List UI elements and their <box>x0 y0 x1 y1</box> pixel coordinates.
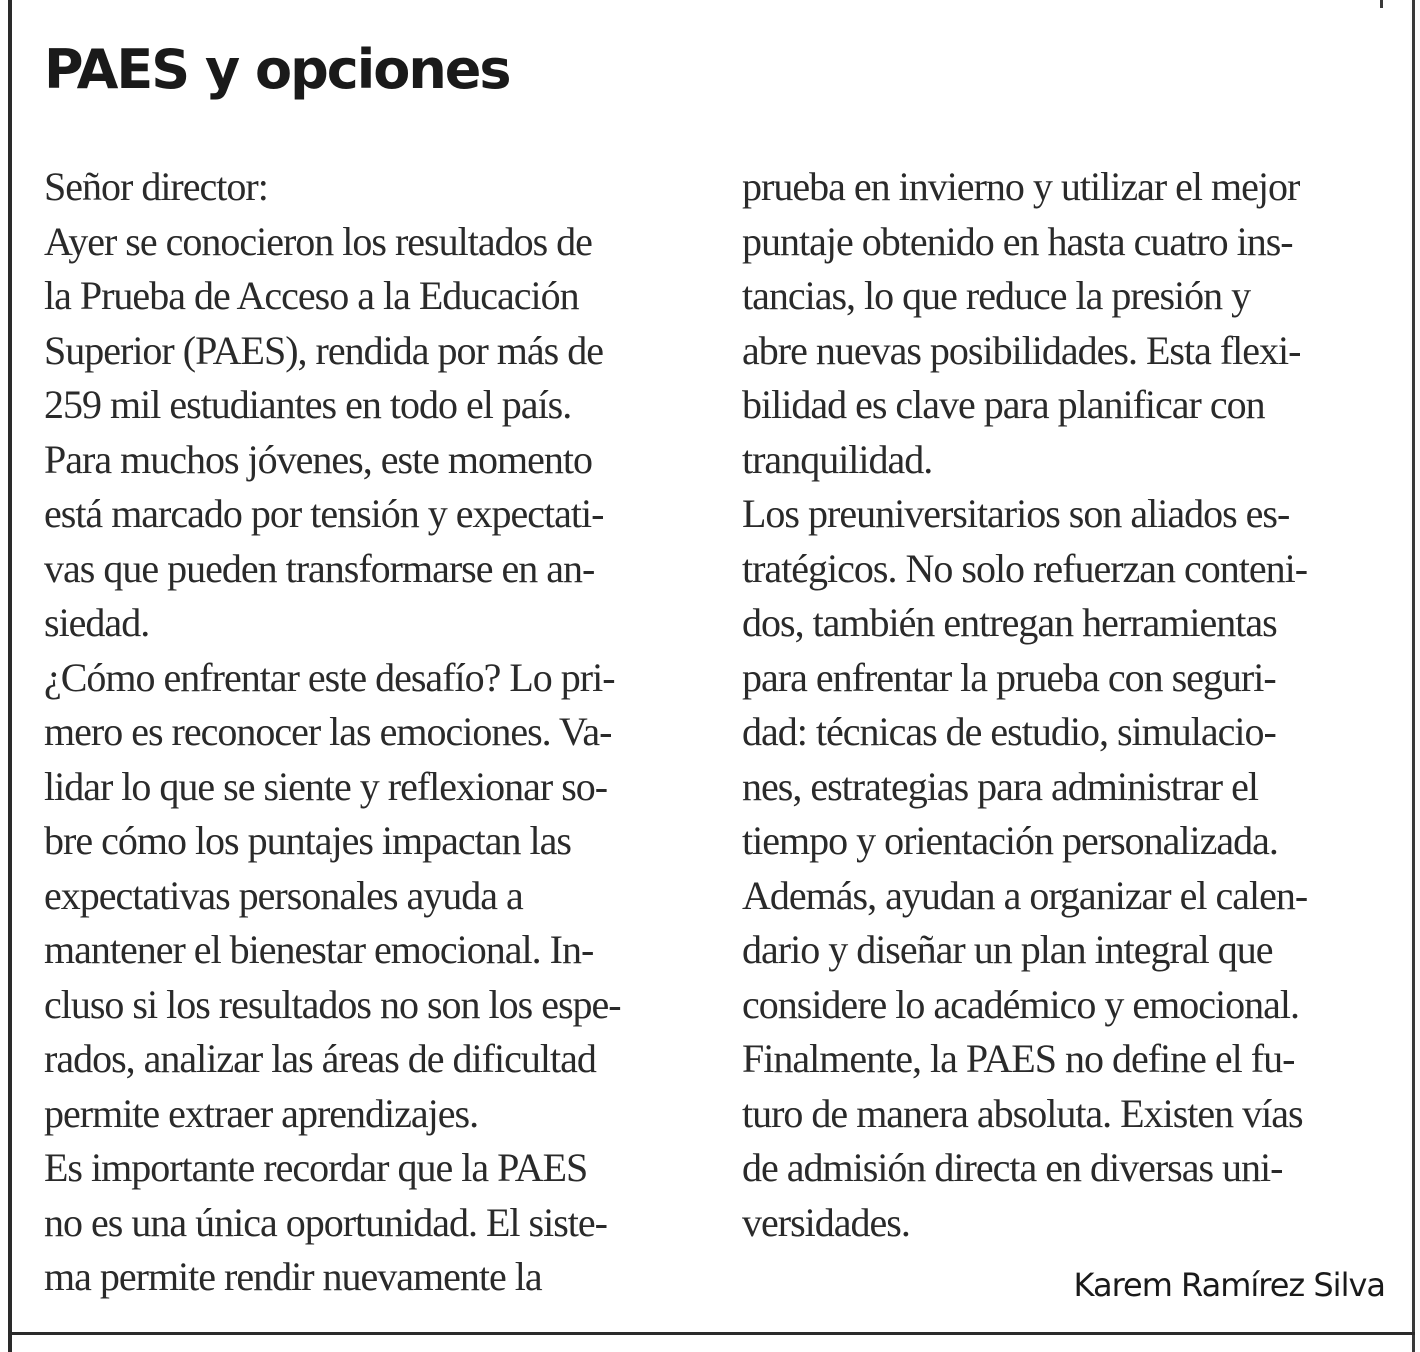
text-line: Señor director: <box>44 164 268 209</box>
text-line: bilidad es clave para planificar con <box>742 382 1265 427</box>
text-column-left <box>44 160 684 1305</box>
text-line: cluso si los resultados no son los espe- <box>44 981 621 1027</box>
text-line: Es importante recordar que la PAES <box>44 1145 588 1190</box>
text-line: vas que pueden transformarse en an- <box>44 545 595 591</box>
text-line: permite extraer aprendizajes. <box>44 1090 479 1136</box>
text-line: ma permite rendir nuevamente la <box>44 1254 542 1299</box>
bottom-border-rule <box>8 1332 1415 1335</box>
text-line: tranquilidad. <box>742 436 933 482</box>
text-line: Además, ayudan a organizar el calen- <box>742 872 1308 918</box>
text-line: mero es reconocer las emociones. Va- <box>44 709 612 754</box>
text-line: tancias, lo que reduce la presión y <box>742 273 1251 318</box>
text-line: no es una única oportunidad. El siste- <box>44 1199 607 1245</box>
text-line: Superior (PAES), rendida por más de <box>44 327 603 373</box>
text-line: para enfrentar la prueba con seguri- <box>742 654 1276 700</box>
text-line: tiempo y orientación personalizada. <box>742 818 1278 863</box>
text-line: ¿Cómo enfrentar este desafío? Lo pri- <box>44 654 615 700</box>
text-line: puntaje obtenido en hasta cuatro ins- <box>742 218 1293 264</box>
left-border-rule <box>8 0 12 1352</box>
text-line: rados, analizar las áreas de dificultad <box>44 1036 596 1081</box>
text-line: siedad. <box>44 600 150 645</box>
text-line: dos, también entregan herramientas <box>742 600 1277 645</box>
text-line: de admisión directa en diversas uni- <box>742 1145 1283 1190</box>
text-line: Finalmente, la PAES no define el fu- <box>742 1036 1295 1081</box>
text-line: dario y diseñar un plan integral que <box>742 927 1273 972</box>
text-column-right <box>742 160 1387 1250</box>
text-line: dad: técnicas de estudio, simulacio- <box>742 709 1276 754</box>
letter-headline: PAES y opciones <box>44 38 510 101</box>
top-border-tick <box>1380 0 1383 8</box>
text-line: considere lo académico y emocional. <box>742 981 1299 1027</box>
text-line: versidades. <box>742 1199 910 1245</box>
letter-signature: Karem Ramírez Silva <box>1073 1266 1385 1304</box>
text-line: turo de manera absoluta. Existen vías <box>742 1090 1303 1136</box>
text-line: 259 mil estudiantes en todo el país. <box>44 382 572 427</box>
text-line: Ayer se conocieron los resultados de <box>44 218 592 264</box>
text-line: mantener el bienestar emocional. In- <box>44 927 594 972</box>
text-line: expectativas personales ayuda a <box>44 872 523 918</box>
text-line: bre cómo los puntajes impactan las <box>44 818 571 863</box>
text-line: abre nuevas posibilidades. Esta flexi- <box>742 327 1301 373</box>
text-line: nes, estrategias para administrar el <box>742 763 1258 809</box>
text-line: tratégicos. No solo refuerzan conteni- <box>742 545 1308 591</box>
text-line: está marcado por tensión y expectati- <box>44 491 604 536</box>
text-line: la Prueba de Acceso a la Educación <box>44 273 579 318</box>
right-border-rule <box>1412 0 1415 1352</box>
text-line: Para muchos jóvenes, este momento <box>44 436 592 482</box>
text-line: lidar lo que se siente y reflexionar so- <box>44 763 608 809</box>
text-line: Los preuniversitarios son aliados es- <box>742 491 1290 536</box>
text-line: prueba en invierno y utilizar el mejor <box>742 164 1300 209</box>
